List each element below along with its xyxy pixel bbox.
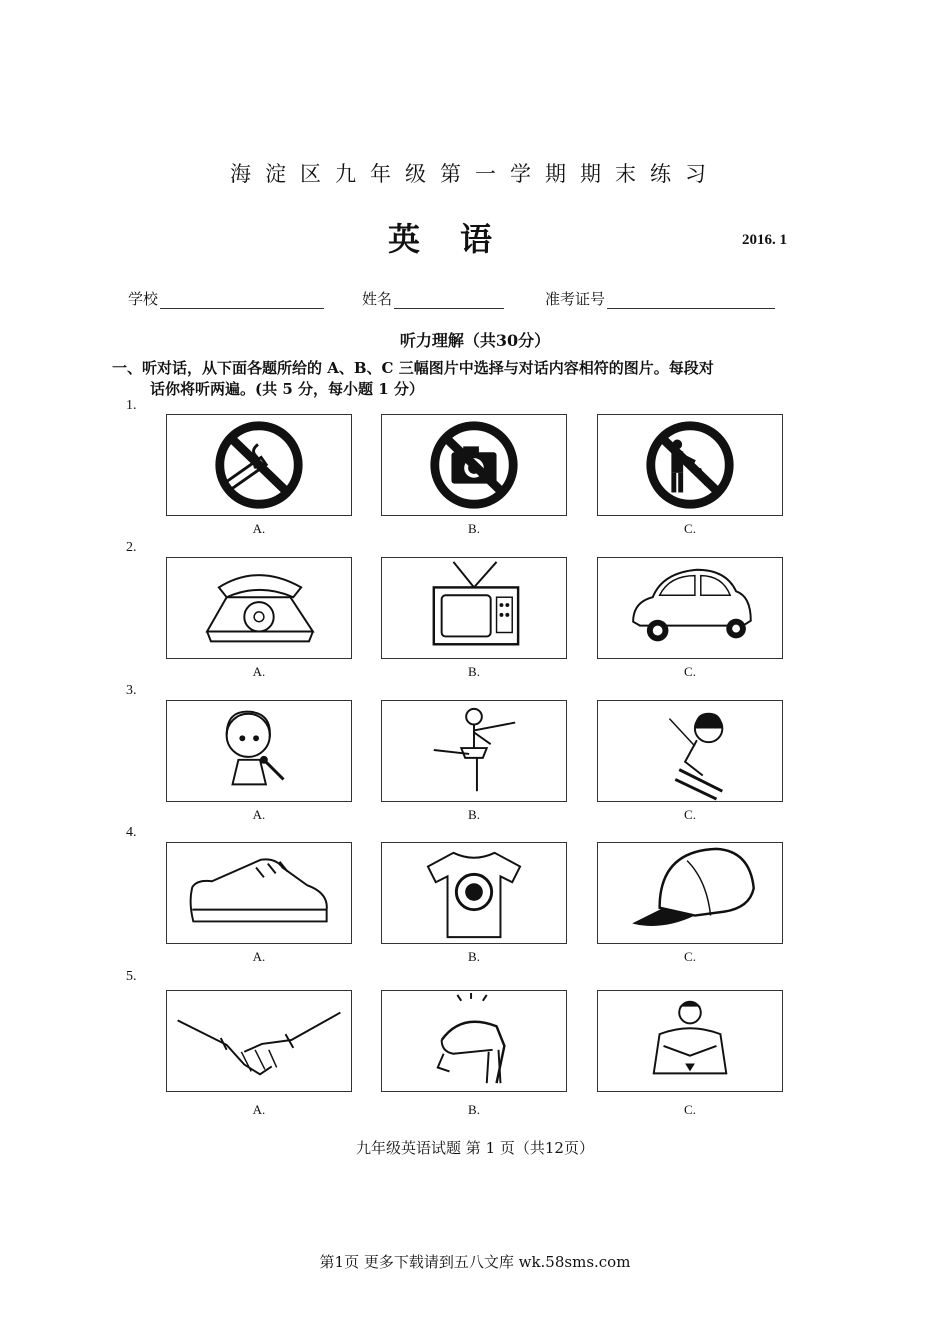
sneaker-icon: [167, 843, 351, 943]
option-label: C.: [684, 664, 696, 679]
option-image-box[interactable]: [597, 842, 783, 944]
option-image-box[interactable]: [381, 414, 567, 516]
school-label: 学校: [128, 290, 159, 308]
id-label: 准考证号: [545, 290, 606, 308]
instruction-line-1: 一、听对话，从下面各题所给的 A、B、C 三幅图片中选择与对话内容相符的图片。每段对: [112, 359, 714, 377]
no-smoking-icon: [167, 415, 351, 515]
question-number: 4.: [126, 825, 137, 840]
exam-date: 2016. 1: [742, 232, 787, 248]
option-label: B.: [468, 949, 480, 964]
name-field: [362, 288, 504, 309]
id-field: [545, 288, 775, 309]
download-note: 第1页 更多下载请到五八文库 wk.58sms.com: [319, 1253, 631, 1271]
baseball-cap-icon: [598, 843, 782, 943]
handshake-icon: [167, 991, 351, 1091]
question-number: 3.: [126, 683, 137, 698]
option-image-box[interactable]: [597, 700, 783, 802]
option-image-box[interactable]: [597, 990, 783, 1092]
option-label: B.: [468, 664, 480, 679]
car-icon: [598, 558, 782, 658]
option-image-box[interactable]: [381, 990, 567, 1092]
exam-title: 海淀区九年级第一学期期末练习: [230, 162, 720, 186]
option-label: A.: [252, 664, 266, 679]
singing-girl-icon: [167, 701, 351, 801]
no-littering-icon: [598, 415, 782, 515]
skier-icon: [598, 701, 782, 801]
option-label: B.: [468, 521, 480, 536]
page-footer: 九年级英语试题 第 1 页（共12页）: [356, 1139, 594, 1157]
figure-skater-icon: [382, 701, 566, 801]
option-label: C.: [684, 807, 696, 822]
television-icon: [382, 558, 566, 658]
instruction-line-2: 话你将听两遍。(共 5 分，每小题 1 分）: [150, 380, 424, 398]
id-blank: [607, 294, 775, 309]
option-image-box[interactable]: [597, 414, 783, 516]
name-blank: [394, 294, 504, 309]
option-image-box[interactable]: [166, 990, 352, 1092]
option-label: A.: [252, 949, 266, 964]
question-number: 5.: [126, 969, 137, 984]
bowing-icon: [382, 991, 566, 1091]
option-image-box[interactable]: [166, 557, 352, 659]
no-photography-icon: [382, 415, 566, 515]
t-shirt-icon: [382, 843, 566, 943]
option-label: A.: [252, 1102, 266, 1117]
option-image-box[interactable]: [381, 700, 567, 802]
option-image-box[interactable]: [166, 842, 352, 944]
option-label: B.: [468, 1102, 480, 1117]
option-image-box[interactable]: [381, 842, 567, 944]
question-number: 1.: [126, 398, 137, 413]
school-blank: [160, 294, 324, 309]
question-number: 2.: [126, 540, 137, 555]
option-image-box[interactable]: [597, 557, 783, 659]
school-field: [128, 288, 324, 309]
subject-title: 英语: [388, 220, 533, 258]
option-label: A.: [252, 521, 266, 536]
name-label: 姓名: [362, 290, 393, 308]
option-label: B.: [468, 807, 480, 822]
option-label: C.: [684, 521, 696, 536]
option-image-box[interactable]: [381, 557, 567, 659]
greeting-palms-icon: [598, 991, 782, 1091]
option-label: A.: [252, 807, 266, 822]
option-label: C.: [684, 949, 696, 964]
option-label: C.: [684, 1102, 696, 1117]
option-image-box[interactable]: [166, 700, 352, 802]
telephone-icon: [167, 558, 351, 658]
section-title: 听力理解（共30分）: [399, 331, 551, 350]
option-image-box[interactable]: [166, 414, 352, 516]
